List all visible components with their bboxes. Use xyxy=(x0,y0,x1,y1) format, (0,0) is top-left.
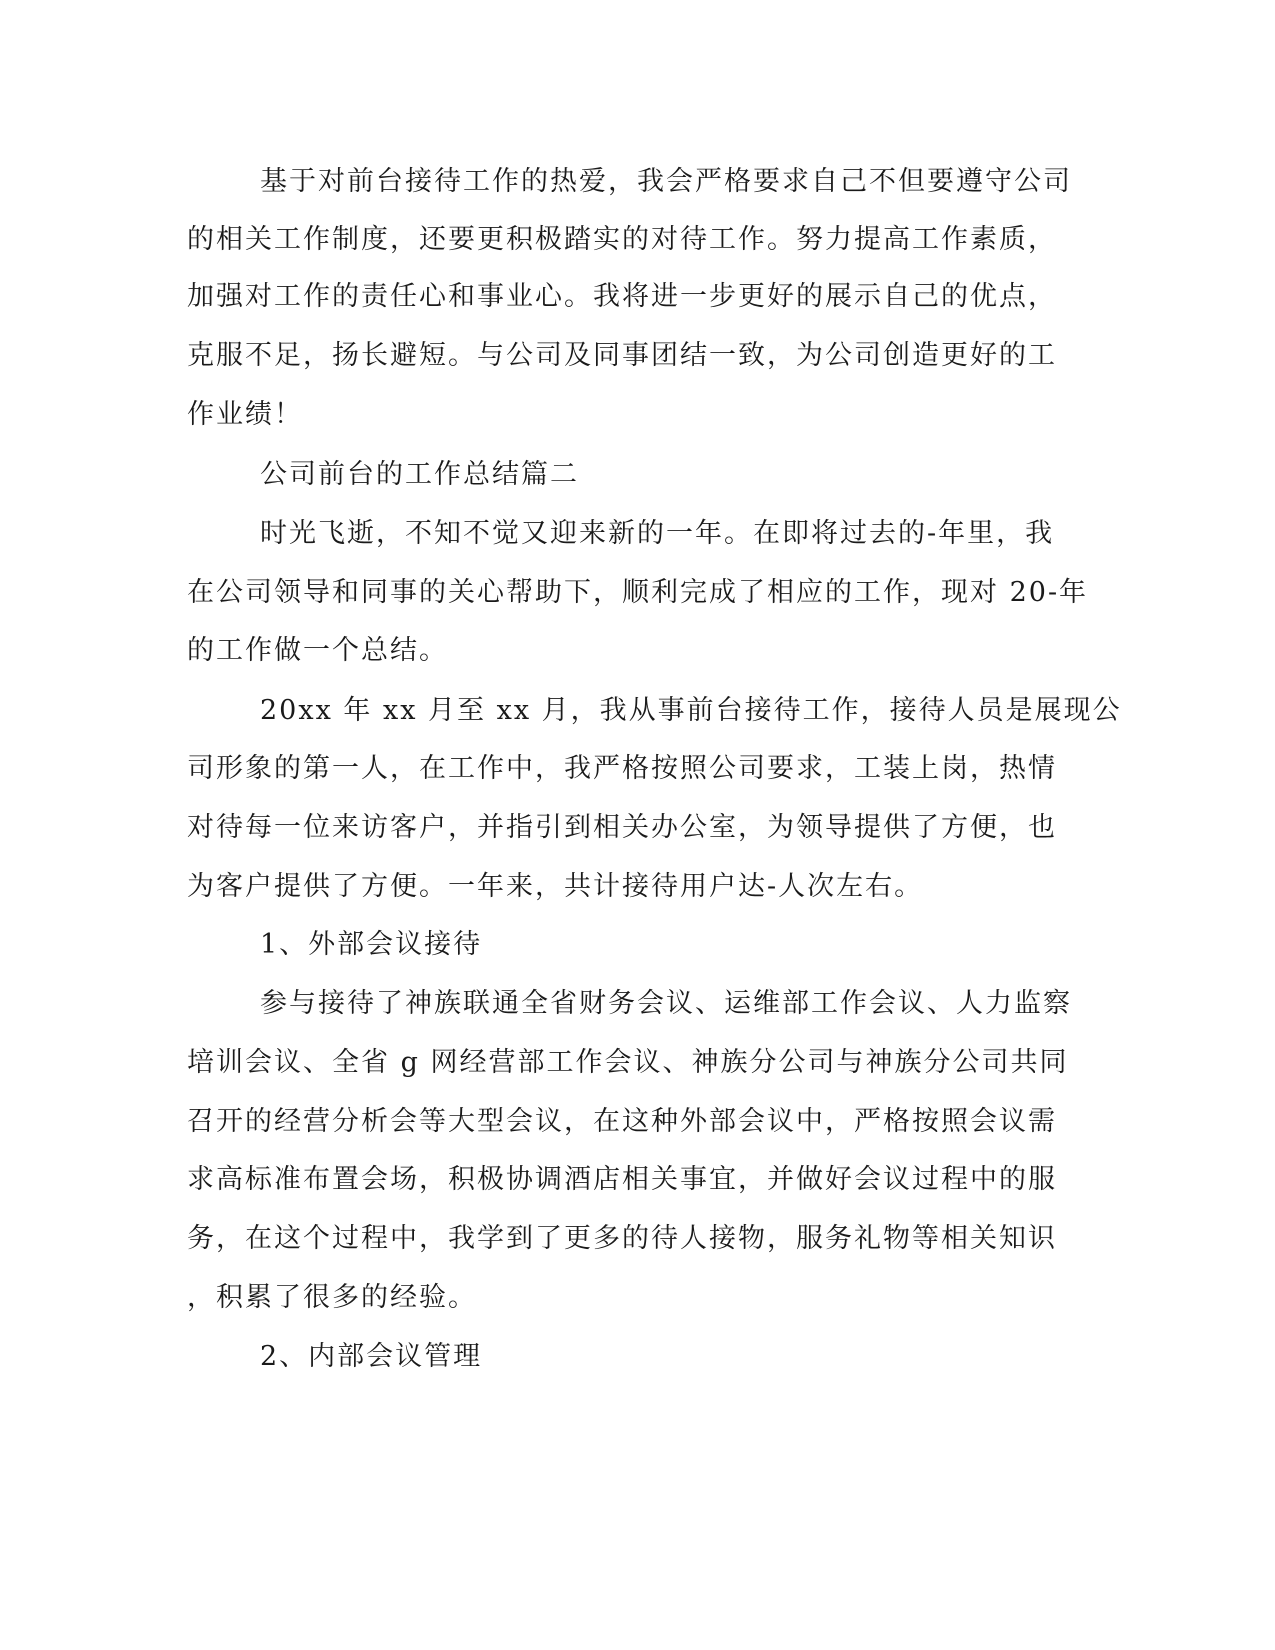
paragraph-line: 20xx 年 xx 月至 xx 月，我从事前台接待工作，接待人员是展现公 xyxy=(260,695,1122,726)
section-title: 公司前台的工作总结篇二 xyxy=(260,459,579,490)
paragraph-line: 为客户提供了方便。一年来，共计接待用户达-人次左右。 xyxy=(187,871,924,902)
paragraph-line: 的相关工作制度，还要更积极踏实的对待工作。努力提高工作素质， xyxy=(187,224,1057,255)
paragraph-line: 的工作做一个总结。 xyxy=(187,635,448,666)
paragraph-line: 司形象的第一人，在工作中，我严格按照公司要求，工装上岗，热情 xyxy=(187,753,1057,784)
paragraph-line: 召开的经营分析会等大型会议，在这种外部会议中，严格按照会议需 xyxy=(187,1106,1057,1137)
paragraph-line: 克服不足，扬长避短。与公司及同事团结一致，为公司创造更好的工 xyxy=(187,340,1057,371)
paragraph-line: 求高标准布置会场，积极协调酒店相关事宜，并做好会议过程中的服 xyxy=(187,1164,1057,1195)
section-heading: 2、内部会议管理 xyxy=(260,1341,483,1372)
paragraph-line: 对待每一位来访客户，并指引到相关办公室，为领导提供了方便，也 xyxy=(187,812,1057,843)
paragraph-line: 基于对前台接待工作的热爱，我会严格要求自己不但要遵守公司 xyxy=(260,166,1072,197)
paragraph-line: ，积累了很多的经验。 xyxy=(187,1282,477,1313)
paragraph-line: 时光飞逝，不知不觉又迎来新的一年。在即将过去的-年里，我 xyxy=(260,518,1055,549)
paragraph-line: 在公司领导和同事的关心帮助下，顺利完成了相应的工作，现对 20-年 xyxy=(187,577,1089,608)
section-heading: 1、外部会议接待 xyxy=(260,929,483,960)
paragraph-line: 务，在这个过程中，我学到了更多的待人接物，服务礼物等相关知识 xyxy=(187,1223,1057,1254)
paragraph-line: 参与接待了神族联通全省财务会议、运维部工作会议、人力监察 xyxy=(260,988,1072,1019)
paragraph-line: 作业绩！ xyxy=(187,399,303,430)
paragraph-line: 加强对工作的责任心和事业心。我将进一步更好的展示自己的优点， xyxy=(187,281,1057,312)
paragraph-line: 培训会议、全省 g 网经营部工作会议、神族分公司与神族分公司共同 xyxy=(187,1047,1069,1078)
